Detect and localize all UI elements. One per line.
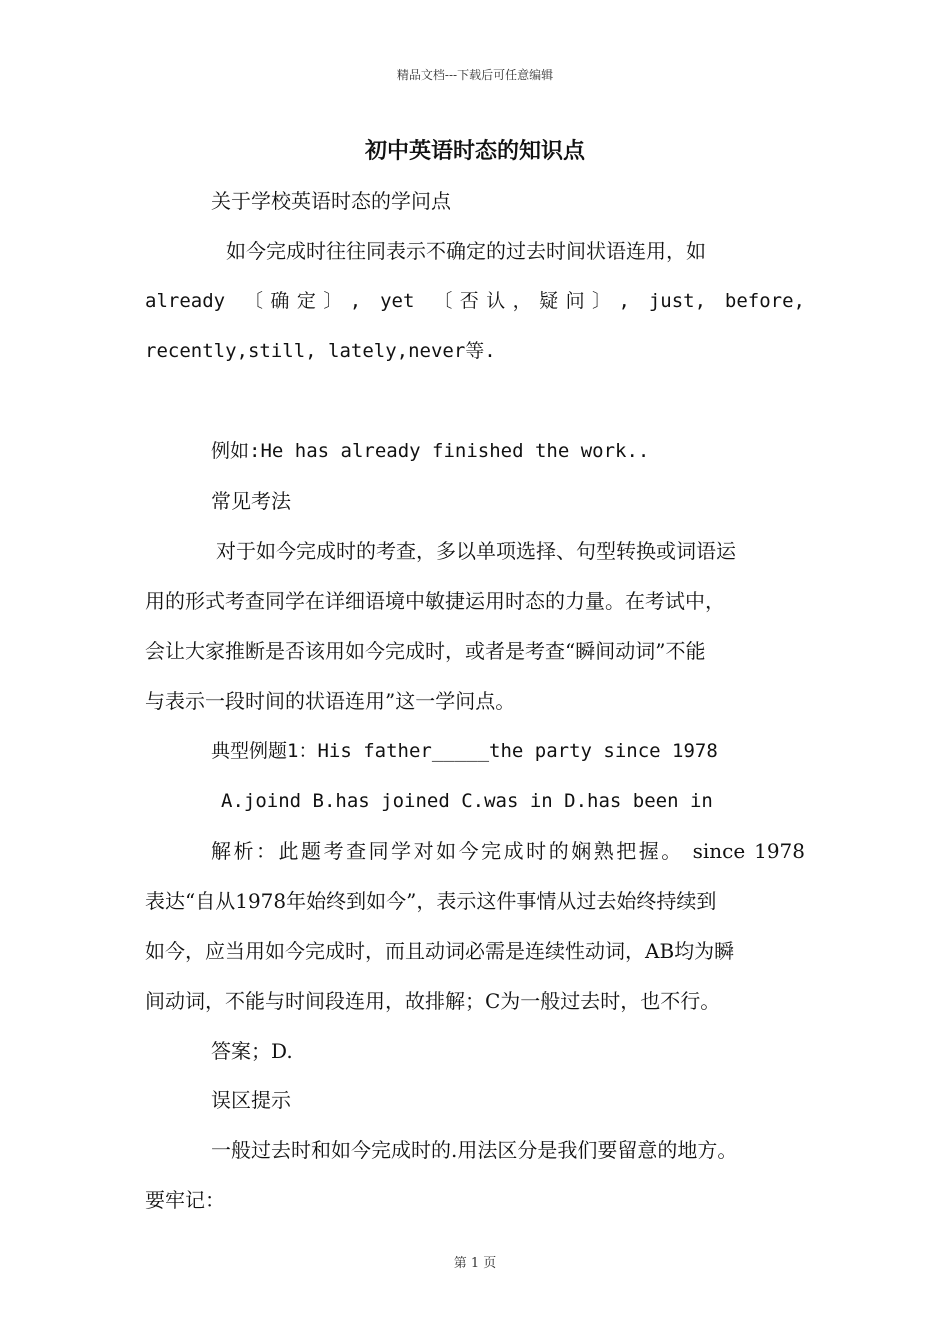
page-number: 第 1 页 <box>453 1256 497 1271</box>
example-sentence: 例如:He has already finished the work.. <box>211 440 650 462</box>
paragraph-line: 如今完成时往往同表示不确定的过去时间状语连用，如 <box>226 239 706 263</box>
page-header: 精品文档---下载后可任意编辑 <box>396 68 554 82</box>
answer-text: 答案；D. <box>211 1039 293 1063</box>
paragraph-line: 用的形式考查同学在详细语境中敏捷运用时态的力量。在考试中， <box>145 589 725 613</box>
paragraph-line: already 〔确定〕, yet 〔否认，疑问〕, just, before, <box>145 290 805 312</box>
section-heading: 常见考法 <box>211 489 291 513</box>
paragraph-line: 与表示一段时间的状语连用”这一学问点。 <box>145 689 516 713</box>
section-heading: 误区提示 <box>211 1088 291 1112</box>
paragraph-line: 要牢记： <box>145 1188 225 1212</box>
paragraph-line: 表达“自从1978年始终到如今”，表示这件事情从过去始终持续到 <box>145 889 717 913</box>
paragraph-line: recently,still, lately,never等. <box>145 340 496 362</box>
paragraph-line: 会让大家推断是否该用如今完成时，或者是考查“瞬间动词”不能 <box>145 639 706 663</box>
answer-options: A.joind B.has joined C.was in D.has been in <box>221 790 713 812</box>
paragraph-line: 对于如今完成时的考查，多以单项选择、句型转换或词语运 <box>216 539 736 563</box>
question-text: 典型例题1：His father_____the party since 1978 <box>211 740 718 762</box>
paragraph-line: 间动词，不能与时间段连用，故排解；C为一般过去时，也不行。 <box>145 989 721 1013</box>
paragraph-line: 如今，应当用如今完成时，而且动词必需是连续性动词，AB均为瞬 <box>145 939 735 963</box>
paragraph-line: 解析：此题考查同学对如今完成时的娴熟把握。 since 1978 <box>211 839 805 863</box>
document-title: 初中英语时态的知识点 <box>364 138 585 164</box>
subtitle: 关于学校英语时态的学问点 <box>211 189 451 213</box>
paragraph-line: 一般过去时和如今完成时的.用法区分是我们要留意的地方。 <box>211 1138 738 1162</box>
